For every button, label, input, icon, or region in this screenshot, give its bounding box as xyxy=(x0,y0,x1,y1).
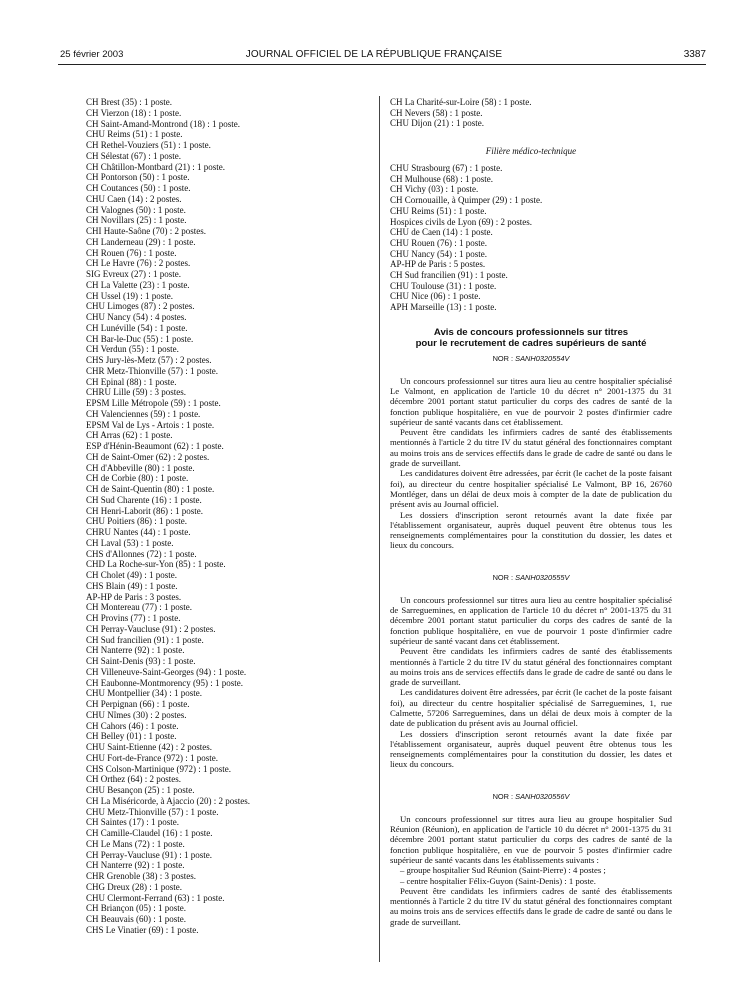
list-item: CH Le Havre (76) : 2 postes. xyxy=(86,258,191,269)
list-item: CH de Saint-Omer (62) : 2 postes. xyxy=(86,451,210,462)
list-item: CH Saint-Amand-Montrond (18) : 1 poste. xyxy=(86,118,240,129)
list-item: CH Orthez (64) : 2 postes. xyxy=(86,774,181,785)
nor-reference xyxy=(390,354,672,364)
list-item: CHU Saint-Etienne (42) : 2 postes. xyxy=(86,742,212,752)
list-item: CH Perpignan (66) : 1 poste. xyxy=(86,699,190,709)
list-item: CHG Dreux (28) : 1 poste. xyxy=(86,881,182,892)
list-item: CHU Nîmes (30) : 2 postes. xyxy=(86,709,187,720)
notice-paragraph: Peuvent être candidats les infirmiers cadres de santé des établissements mentionnés à l'article 2 du titre IV du statut général des fonctionnaires comptant au moins trois ans de services effectifs dans le grade de cadre de santé ou dans le grade de surveillant. xyxy=(390,427,672,469)
list-item: CH de Saint-Quentin (80) : 1 poste. xyxy=(86,484,215,494)
list-item: CH Camille-Claudel (16) : 1 poste. xyxy=(86,828,213,838)
list-item: CHRU Lille (59) : 3 postes. xyxy=(86,387,186,398)
notice xyxy=(390,792,672,927)
list-item: CH Belley (01) : 1 poste. xyxy=(86,731,177,742)
avis-title-line-1: Avis de concours professionnels sur titres xyxy=(433,326,629,338)
list-item: CH Bar-le-Duc (55) : 1 poste. xyxy=(86,333,194,344)
list-item: CH Saintes (17) : 1 poste. xyxy=(86,817,179,828)
list-item: CHU Metz-Thionville (57) : 1 poste. xyxy=(86,806,219,817)
issue-date: 25 février 2003 xyxy=(60,49,124,60)
list-item: CH Montereau (77) : 1 poste. xyxy=(86,602,192,613)
notice-paragraph: Un concours professionnel sur titres aura lieu au centre hospitalier spécialisé de Sarreguemines, en application de l'article 10 du décret n° 2001-1375 du 31 décembre 2001 portant statut particulier du corps des cadres de santé de la fonction publique hospitalière, en vue de pourvoir 1 poste d'infirmier cadre supérieur de santé vacant dans cet établissement. xyxy=(390,594,672,646)
list-item: CHU Toulouse (31) : 1 poste. xyxy=(390,280,497,291)
list-item: CHU Montpellier (34) : 1 poste. xyxy=(86,688,202,699)
right-top-list xyxy=(390,97,672,129)
list-item: CHS Colson-Martinique (972) : 1 poste. xyxy=(86,763,231,774)
notice xyxy=(390,354,672,551)
list-item: CH La Charité-sur-Loire (58) : 1 poste. xyxy=(390,97,532,107)
nor-prefix: NOR : xyxy=(492,572,516,582)
journal-title: JOURNAL OFFICIEL DE LA RÉPUBLIQUE FRANÇAISE xyxy=(245,49,503,60)
list-item: CH Henri-Laborit (86) : 1 poste. xyxy=(86,505,203,516)
left-column xyxy=(86,97,371,936)
notice-paragraph: Les candidatures doivent être adressées, par écrit (le cachet de la poste faisant foi), au directeur du centre hospitalier spécialisé de Sarreguemines, 1, rue Calmette, 57206 Sarreguemines, dans un délai de deux mois à compter de la date de publication du présent avis au Journal officiel. xyxy=(390,687,672,729)
list-item: CH Valognes (50) : 1 poste. xyxy=(86,204,186,215)
notice-paragraph: Les dossiers d'inscription seront retournés avant la date fixée par l'établissement organisateur, auprès duquel peuvent être obtenus tous les renseignements complémentaires pour la constitution du dossier, les dates et lieux du concours. xyxy=(390,509,672,551)
list-item: CH Rouen (76) : 1 poste. xyxy=(86,247,177,258)
filiere-list xyxy=(390,163,672,313)
list-item: CHS d'Allonnes (72) : 1 poste. xyxy=(86,548,197,559)
list-item: CH Epinal (88) : 1 poste. xyxy=(86,376,177,387)
nor-code: SANH0320555V xyxy=(515,572,570,582)
nor-code: SANH0320556V xyxy=(515,791,570,801)
list-item: CH Lunéville (54) : 1 poste. xyxy=(86,322,188,333)
list-item: EPSM Lille Métropole (59) : 1 poste. xyxy=(86,398,221,408)
list-item: CH Vichy (03) : 1 poste. xyxy=(390,184,479,195)
list-item: CHU Reims (51) : 1 poste. xyxy=(390,205,487,216)
list-item: CHS Jury-lès-Metz (57) : 2 postes. xyxy=(86,355,212,365)
nor-prefix: NOR : xyxy=(492,353,516,363)
list-item: CH Landerneau (29) : 1 poste. xyxy=(86,236,196,247)
list-item: CH Laval (53) : 1 poste. xyxy=(86,537,174,548)
nor-prefix: NOR : xyxy=(492,791,516,801)
list-item: CH Le Mans (72) : 1 poste. xyxy=(86,838,185,849)
list-item: CH Beauvais (60) : 1 poste. xyxy=(86,914,186,924)
list-item: CH Sélestat (67) : 1 poste. xyxy=(86,150,181,161)
list-item: CH La Valette (23) : 1 poste. xyxy=(86,279,190,290)
list-item: CH Sud francilien (91) : 1 poste. xyxy=(390,269,508,280)
list-item: CHU Besançon (25) : 1 poste. xyxy=(86,785,195,795)
right-column xyxy=(390,97,672,927)
list-item: CH Ussel (19) : 1 poste. xyxy=(86,290,173,301)
nor-reference xyxy=(390,573,672,583)
list-item: EPSM Val de Lys - Artois : 1 poste. xyxy=(86,419,215,430)
list-item: AP-HP de Paris : 5 postes. xyxy=(390,259,486,270)
list-item: CH Provins (77) : 1 poste. xyxy=(86,613,181,623)
list-item: CH Cholet (49) : 1 poste. xyxy=(86,570,177,580)
list-item: CH de Corbie (80) : 1 poste. xyxy=(86,473,189,484)
list-item: CHU Limoges (87) : 2 postes. xyxy=(86,301,195,312)
list-item: CH Villeneuve-Saint-Georges (94) : 1 poste. xyxy=(86,666,247,677)
list-item: CH La Miséricorde, à Ajaccio (20) : 2 postes. xyxy=(86,795,250,806)
list-item: CH Cornouaille, à Quimper (29) : 1 poste. xyxy=(390,195,543,206)
avis-title xyxy=(390,327,672,350)
list-item: CH Nanterre (92) : 1 poste. xyxy=(86,645,185,656)
list-item: CH Cahors (46) : 1 poste. xyxy=(86,720,179,731)
notice-list-item: – groupe hospitalier Sud Réunion (Saint-Pierre) : 4 postes ; xyxy=(400,865,606,876)
list-item: Hospices civils de Lyon (69) : 2 postes. xyxy=(390,216,532,227)
list-item: AP-HP de Paris : 3 postes. xyxy=(86,591,182,602)
list-item: CHD La Roche-sur-Yon (85) : 1 poste. xyxy=(86,559,226,570)
list-item: CH Nevers (58) : 1 poste. xyxy=(390,107,483,118)
list-item: CH Nanterre (92) : 1 poste. xyxy=(86,860,185,871)
list-item: CH d'Abbeville (80) : 1 poste. xyxy=(86,462,195,473)
list-item: CH Verdun (55) : 1 poste. xyxy=(86,344,179,355)
list-item: CH Valenciennes (59) : 1 poste. xyxy=(86,408,201,419)
notice-paragraph: Les candidatures doivent être adressées, par écrit (le cachet de la poste faisant foi), au directeur du centre hospitalier spécialisé Le Valmont, BP 16, 26760 Montléger, dans un délai de deux mois à compter de la date de publication du présent avis au Journal officiel. xyxy=(390,468,672,510)
notice-list-item: – centre hospitalier Félix-Guyon (Saint-Denis) : 1 poste. xyxy=(400,875,596,886)
notice-paragraph: Un concours professionnel sur titres aura lieu au centre hospitalier spécialisé Le Valmont, en application de l'article 10 du décret n° 2001-1375 du 31 décembre 2001 portant statut particulier du corps des cadres de santé de la fonction publique hospitalière, en vue de pourvoir 2 postes d'infirmier cadre supérieur de santé vacants dans cet établissement. xyxy=(390,375,672,427)
list-item: SIG Evreux (27) : 1 poste. xyxy=(86,269,181,279)
notice-paragraph: Un concours professionnel sur titres aura lieu au groupe hospitalier Sud Réunion (Réunion), en application de l'article 10 du décret n° 2001-1375 du 31 décembre 2001 portant statut particulier du corps des cadres de santé de la fonction publique hospitalière, en vue de pourvoir 5 postes d'infirmier cadre supérieur de santé vacants dans les établissements suivants : xyxy=(390,813,672,865)
list-item: CHU Nancy (54) : 4 postes. xyxy=(86,312,187,322)
notice-paragraph: Peuvent être candidats les infirmiers cadres de santé des établissements mentionnés à l'article 2 du titre IV du statut général des fonctionnaires comptant au moins trois ans de services effectifs dans le grade de cadre de santé ou dans le grade de surveillant. xyxy=(390,646,672,688)
list-item: CH Rethel-Vouziers (51) : 1 poste. xyxy=(86,140,211,150)
avis-title-line-2: pour le recrutement de cadres supérieurs de santé xyxy=(415,338,647,350)
list-item: CH Sud francilien (91) : 1 poste. xyxy=(86,634,204,645)
list-item: CH Briançon (05) : 1 poste. xyxy=(86,903,186,914)
list-item: CHR Grenoble (38) : 3 postes. xyxy=(86,871,196,881)
notice-paragraph: Les dossiers d'inscription seront retournés avant la date fixée par l'établissement organisateur, auprès duquel peuvent être obtenus tous les renseignements complémentaires pour la constitution du dossier, les dates et lieux du concours. xyxy=(390,728,672,770)
list-item: CHS Blain (49) : 1 poste. xyxy=(86,580,178,591)
list-item: CHU Reims (51) : 1 poste. xyxy=(86,129,183,140)
list-item: CH Vierzon (18) : 1 poste. xyxy=(86,107,182,118)
header-rule xyxy=(58,64,706,65)
list-item: CHU Rouen (76) : 1 poste. xyxy=(390,237,487,248)
list-item: CH Eaubonne-Montmorency (95) : 1 poste. xyxy=(86,677,243,688)
list-item: APH Marseille (13) : 1 poste. xyxy=(390,302,497,312)
notice-paragraph: Peuvent être candidats les infirmiers cadres de santé des établissements mentionnés à l'article 2 du titre IV du statut général des fonctionnaires comptant au moins trois ans de services effectifs dans le grade de cadre de santé ou dans le grade de surveillant. xyxy=(390,885,672,927)
filiere-heading: Filière médico-technique xyxy=(485,146,577,157)
list-item: CHU Caen (14) : 2 postes. xyxy=(86,193,182,204)
list-item: CHU Nice (06) : 1 poste. xyxy=(390,291,481,302)
list-item: CHU Clermont-Ferrand (63) : 1 poste. xyxy=(86,892,225,903)
list-item: CHU Nancy (54) : 1 poste. xyxy=(390,248,487,259)
list-item: CHU Strasbourg (67) : 1 poste. xyxy=(390,163,503,174)
list-item: CHU Dijon (21) : 1 poste. xyxy=(390,118,484,129)
column-divider xyxy=(379,96,380,962)
list-item: CH Coutances (50) : 1 poste. xyxy=(86,183,191,193)
page-header xyxy=(0,49,748,63)
list-item: CHR Metz-Thionville (57) : 1 poste. xyxy=(86,365,218,376)
list-item: CHRU Nantes (44) : 1 poste. xyxy=(86,527,191,537)
list-item: CH Novillars (25) : 1 poste. xyxy=(86,215,187,226)
notice xyxy=(390,573,672,770)
list-item: CH Brest (35) : 1 poste. xyxy=(86,97,172,107)
list-item: CHS Le Vinatier (69) : 1 poste. xyxy=(86,924,199,935)
list-item: CH Arras (62) : 1 poste. xyxy=(86,430,173,441)
list-item: CH Pontorson (50) : 1 poste. xyxy=(86,172,190,183)
list-item: CHU Poitiers (86) : 1 poste. xyxy=(86,516,187,527)
list-item: CH Mulhouse (68) : 1 poste. xyxy=(390,173,493,184)
list-item: CHU de Caen (14) : 1 poste. xyxy=(390,227,493,238)
nor-code: SANH0320554V xyxy=(515,353,570,363)
list-item: CH Saint-Denis (93) : 1 poste. xyxy=(86,656,196,666)
list-item: CH Châtillon-Montbard (21) : 1 poste. xyxy=(86,161,225,172)
list-item: ESP d'Hénin-Beaumont (62) : 1 poste. xyxy=(86,441,224,451)
nor-reference xyxy=(390,792,672,802)
page-number: 3387 xyxy=(683,49,706,60)
notices xyxy=(390,354,672,927)
list-item: CH Perray-Vaucluse (91) : 2 postes. xyxy=(86,623,216,634)
list-item: CH Perray-Vaucluse (91) : 1 poste. xyxy=(86,849,212,860)
list-item: CHI Haute-Saône (70) : 2 postes. xyxy=(86,226,206,236)
list-item: CHU Fort-de-France (972) : 1 poste. xyxy=(86,752,218,763)
list-item: CH Sud Charente (16) : 1 poste. xyxy=(86,494,202,505)
